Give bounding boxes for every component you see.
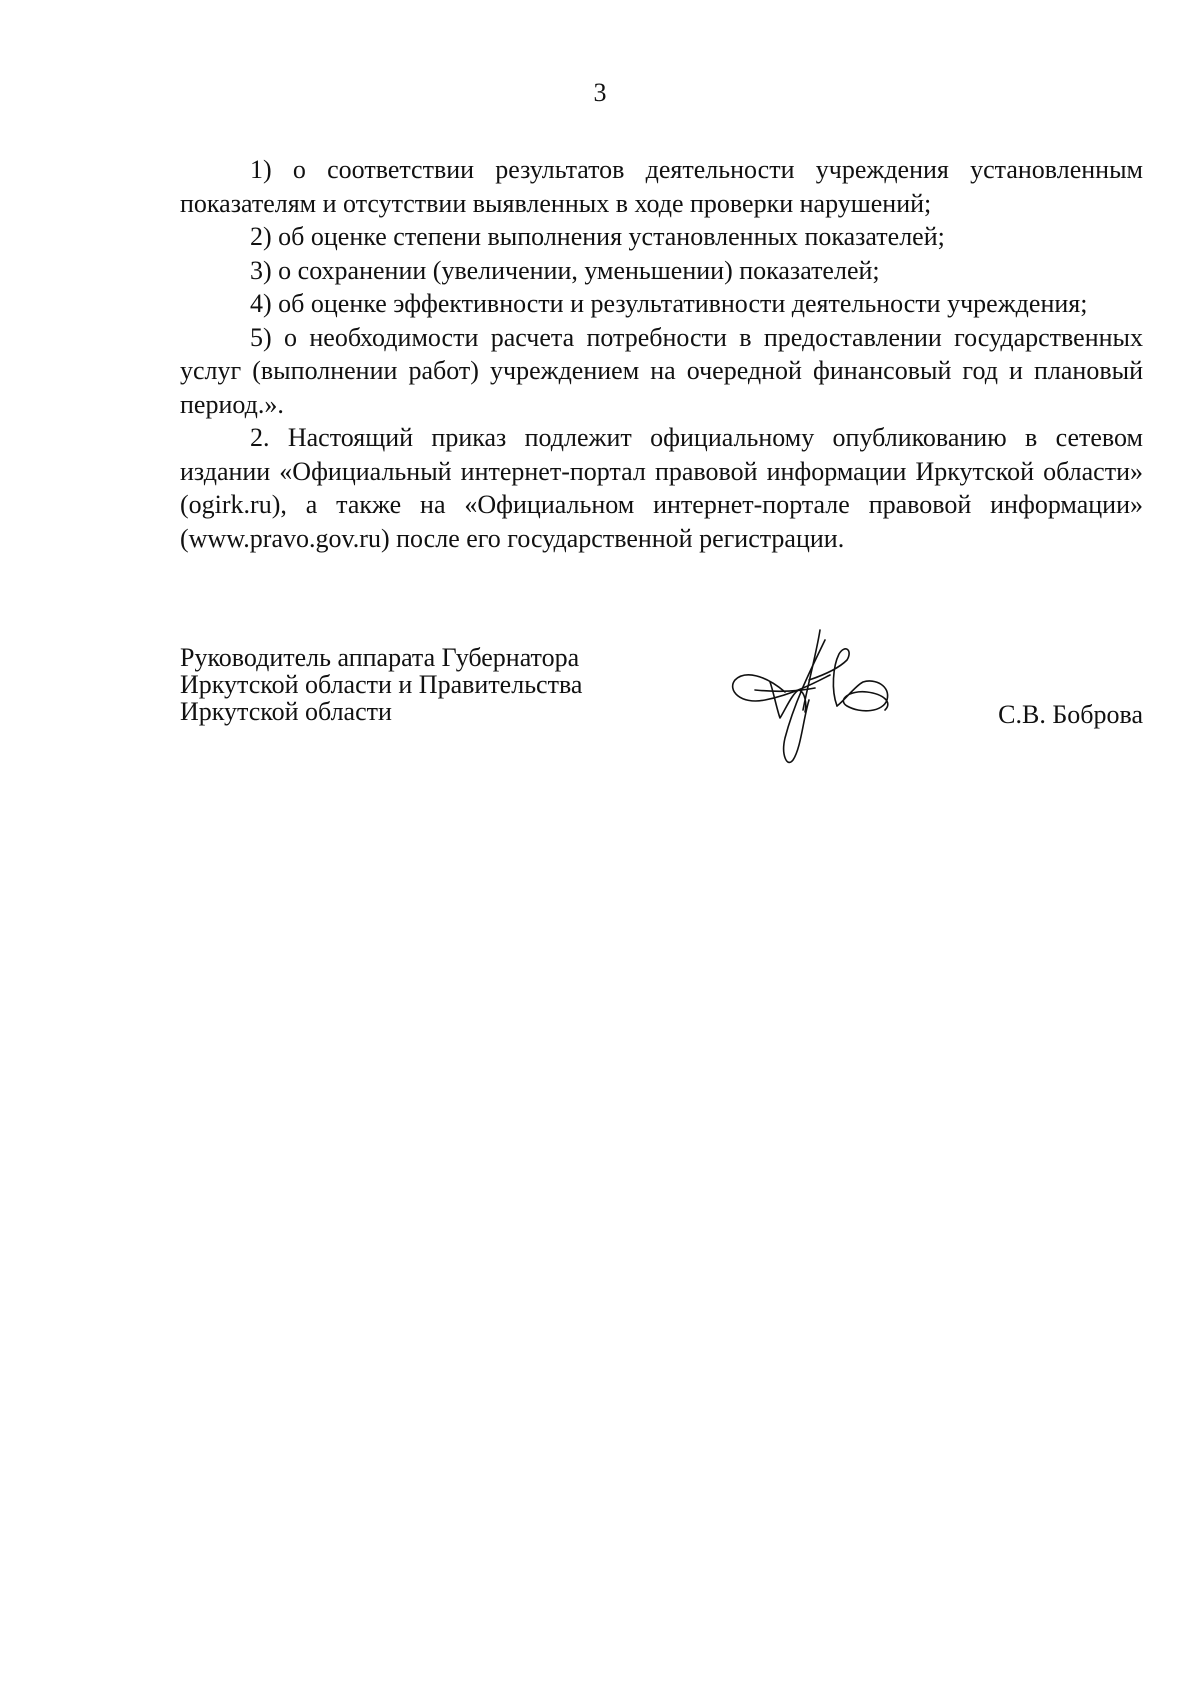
list-item-conclusion-3: 3) о сохранении (увеличении, уменьшении) показателей;	[250, 255, 880, 285]
signer-position-line: Руководитель аппарата Губернатора	[180, 643, 580, 672]
signer-position-line: Иркутской области	[180, 697, 392, 726]
list-item-conclusion-1: 1) о соответствии результатов деятельности учреждения установленным показателям и отсутствии выявленных в ходе проверки нарушений;	[180, 155, 1143, 218]
publication-clause: 2. Настоящий приказ подлежит официальному опубликованию в сетевом издании «Официальный интернет-портал правовой информации Иркутской области» (ogirk.ru), а также на «Официальном интернет-портале правовой информации» (www.pravo.gov.ru) после его государственной регистрации.	[180, 423, 1143, 553]
signer-position	[180, 644, 660, 725]
document-body	[180, 153, 1143, 555]
handwritten-signature-icon	[725, 620, 905, 780]
list-item-conclusion-4: 4) об оценке эффективности и результативности деятельности учреждения;	[250, 289, 1088, 318]
signer-name: С.В. Боброва	[998, 700, 1143, 729]
list-item-conclusion-2: 2) об оценке степени выполнения установленных показателей;	[250, 222, 945, 251]
list-item-conclusion-5: 5) о необходимости расчета потребности в предоставлении государственных услуг (выполнении работ) учреждением на очередной финансовый год и плановый период.».	[180, 322, 1143, 419]
page-number: 3	[593, 78, 607, 107]
signature-block	[180, 644, 1143, 784]
signer-position-line: Иркутской области и Правительства	[180, 670, 583, 699]
